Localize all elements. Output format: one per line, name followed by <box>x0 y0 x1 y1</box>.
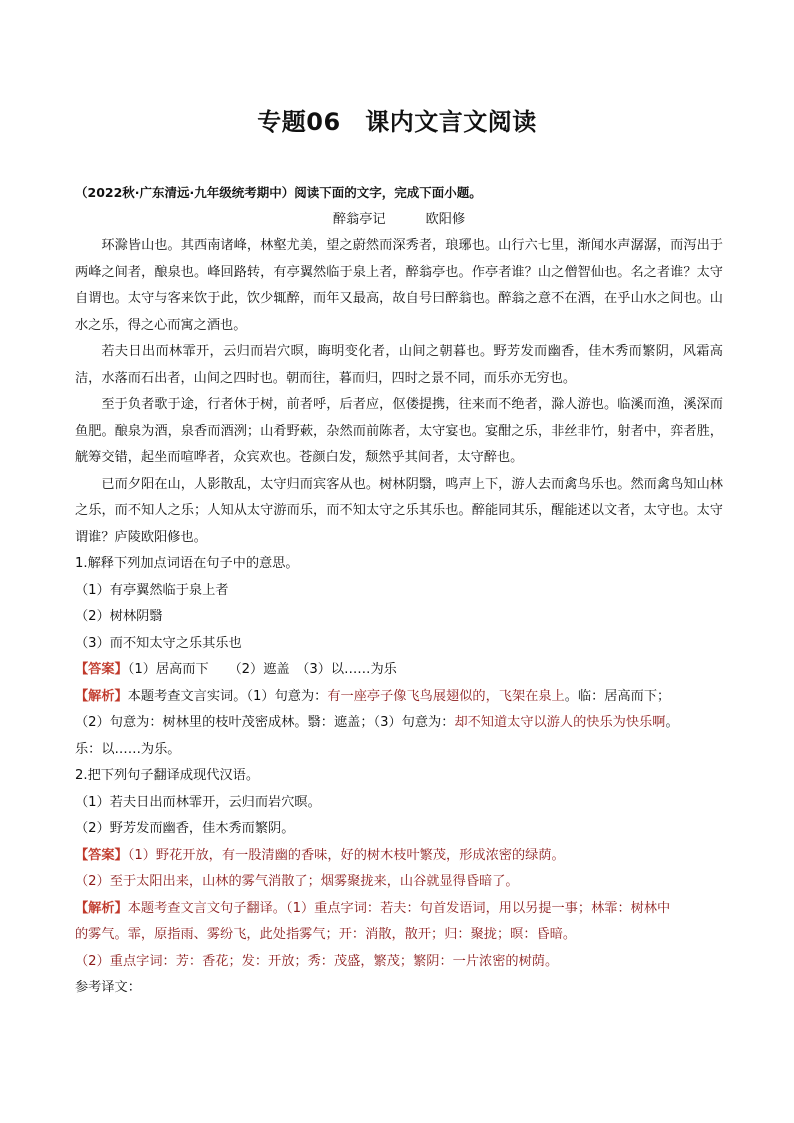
question-2-analysis <box>75 896 723 923</box>
question-2-answer-2: （2）至于太阳出来，山林的雾气消散了；烟雾聚拢来，山谷就显得昏暗了。 <box>75 874 519 889</box>
question-2-analysis-line-3: （2）重点字词：芳：香花；发：开放；秀：茂盛，繁茂；繁阴：一片浓密的树荫。 <box>75 953 559 969</box>
question-1-answer-text: （1）居高而下 （2）遮盖 （3）以……为乐 <box>127 662 397 677</box>
analysis-translation-1: 有一座亭子像飞鸟展翅似的，飞架在泉上 <box>327 688 565 704</box>
passage-paragraph-4: 已而夕阳在山，人影散乱，太守归而宾客从也。树林阴翳，鸣声上下，游人去而禽鸟乐也。然而禽鸟知山林之乐，而不知人之乐；人知从太守游而乐，而不知太守之乐其乐也。醉能同其乐，醒能述以文者，太守也。太守谓谁？庐陵欧阳修也。 <box>75 476 723 545</box>
article-author: 欧阳修 <box>425 211 466 227</box>
question-2-analysis-line-1: 本题考查文言文句子翻译。（1）重点字词：若夫：句首发语词，用以另提一事；林霏：树林中 <box>127 900 671 916</box>
analysis-part-1: 。临：居高而下； <box>564 688 671 704</box>
question-1-answer <box>75 657 723 684</box>
question-2-item-1: （1）若夫日出而林霏开，云归而岩穴暝。 <box>75 794 321 810</box>
article-name: 醉翁亭记 <box>332 211 386 227</box>
question-2-stem: 2.把下列句子翻译成现代汉语。 <box>75 768 260 783</box>
passage-paragraph-1: 环滁皆山也。其西南诸峰，林壑尤美，望之蔚然而深秀者，琅琊也。山行六七里，渐闻水声潺潺，而泻出于两峰之间者，酿泉也。峰回路转，有亭翼然临于泉上者，醉翁亭也。作亭者谁？山之僧智仙也。名之者谁？太守自谓也。太守与客来饮于此，饮少辄醉，而年又最高，故自号曰醉翁也。醉翁之意不在酒，在乎山水之间也。山水之乐，得之心而寓之酒也。 <box>75 238 723 333</box>
question-1-analysis-line-2 <box>75 710 723 737</box>
question-2-analysis-line-2: 的雾气。霏，原指雨、雾纷飞，此处指雾气；开：消散，散开；归：聚拢；暝：昏暗。 <box>75 927 577 942</box>
question-1-item-2: （2）树林阴翳 <box>75 609 163 624</box>
answer-tag: 【答案】 <box>75 662 128 677</box>
document-body <box>75 180 723 1002</box>
passage-paragraph-3: 至于负者歌于途，行者休于树，前者呼，后者应，伛偻提携，往来而不绝者，滁人游也。临溪而渔，溪深而鱼肥。酿泉为酒，泉香而酒洌；山肴野蔌，杂然而前陈者，太守宴也。宴酣之乐，非丝非竹，射者中，弈者胜，觥筹交错，起坐而喧哗者，众宾欢也。苍颜白发，颓然乎其间者，太守醉也。 <box>75 397 723 465</box>
analysis-tag: 【解析】 <box>75 900 128 916</box>
source-line: （2022秋·广东清远·九年级统考期中）阅读下面的文字，完成下面小题。 <box>75 185 482 200</box>
passage-paragraph-2: 若夫日出而林霏开，云归而岩穴暝，晦明变化者，山间之朝暮也。野芳发而幽香，佳木秀而繁阴，风霜高洁，水落而石出者，山间之四时也。朝而往，暮而归，四时之景不同，而乐亦无穷也。 <box>75 344 723 386</box>
question-1-analysis <box>75 684 723 711</box>
question-2-answer <box>75 843 723 870</box>
question-2-item-2: （2）野芳发而幽香，佳木秀而繁阴。 <box>75 821 295 836</box>
question-1-stem: 1.解释下列加点词语在句子中的意思。 <box>75 556 299 571</box>
question-1-item-1: （1）有亭翼然临于泉上者 <box>75 582 229 598</box>
analysis-tag: 【解析】 <box>75 688 128 704</box>
reference-translation-label: 参考译文： <box>75 980 141 995</box>
question-1-analysis-line-3: 乐：以……为乐。 <box>75 741 181 757</box>
question-2-answer-1: （1）野花开放，有一股清幽的香味，好的树木枝叶繁茂，形成浓密的绿荫。 <box>127 847 565 863</box>
article-heading <box>75 207 723 234</box>
question-1-item-3: （3）而不知太守之乐其乐也 <box>75 635 242 651</box>
analysis-translation-2: 却不知道太守以游人的快乐为快乐啊 <box>454 715 666 730</box>
answer-tag: 【答案】 <box>75 847 128 863</box>
analysis-intro: 本题考查文言实词。（1）句意为： <box>127 688 328 704</box>
page-title: 专题06 课内文言文阅读 <box>257 108 537 136</box>
analysis-line-2-a: （2）句意为：树林里的枝叶茂密成林。翳：遮盖；（3）句意为： <box>75 715 455 730</box>
analysis-line-2-b: 。 <box>665 715 679 730</box>
